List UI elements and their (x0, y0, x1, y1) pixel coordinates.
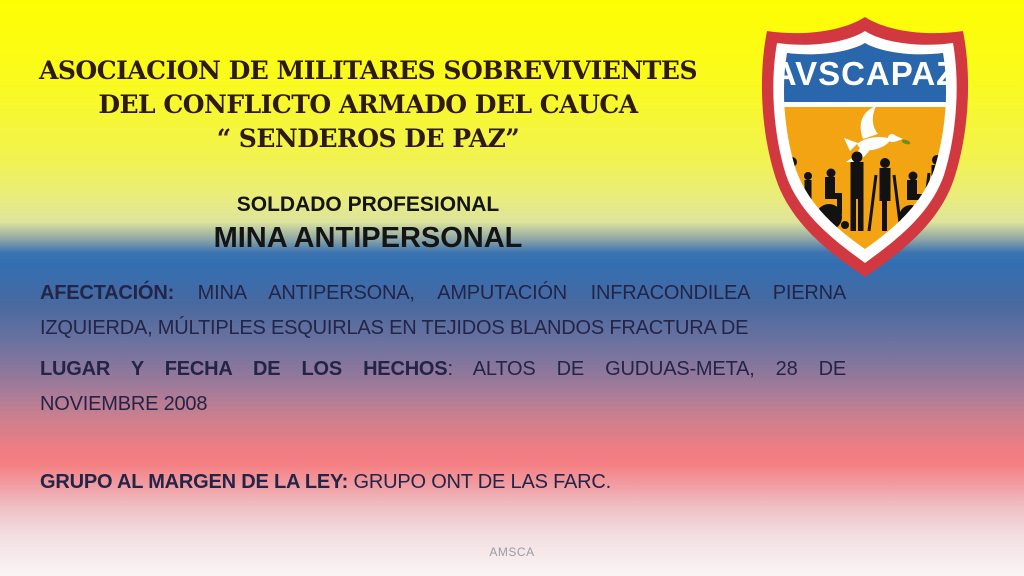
grupo-text: GRUPO ONT DE LAS FARC. (348, 471, 612, 493)
grupo-label: GRUPO AL MARGEN DE LA LEY: (40, 471, 349, 493)
footer-amsca: AMSCA (489, 545, 535, 559)
case-heading-block (38, 192, 698, 256)
case-subtitle: SOLDADO PROFESIONAL (236, 193, 500, 216)
afectacion-text: MINA ANTIPERSONA, AMPUTACIÓN INFRACONDILEA PIERNA (174, 282, 846, 304)
lugar-fecha-line-1 (40, 352, 846, 387)
case-heading: MINA ANTIPERSONAL (213, 222, 523, 254)
lugar-fecha-label: LUGAR Y FECHA DE LOS HECHOS (40, 358, 448, 380)
lugar-fecha-line-2: NOVIEMBRE 2008 (40, 392, 208, 415)
association-title (38, 54, 698, 156)
lugar-fecha-text: : ALTOS DE GUDUAS-META, 28 DE (447, 358, 846, 380)
logo-acronym: AVSCAPAZ (772, 55, 958, 92)
case-details (40, 276, 846, 500)
title-line-3: “ SENDEROS DE PAZ” (216, 124, 520, 153)
grupo-line (40, 465, 846, 500)
afectacion-line-1 (40, 276, 846, 311)
avscapaz-shield-logo (745, 11, 985, 283)
title-line-1: ASOCIACION DE MILITARES SOBREVIVIENTES (38, 56, 698, 85)
afectacion-line-2: IZQUIERDA, MÚLTIPLES ESQUIRLAS EN TEJIDOS BLANDOS FRACTURA DE (40, 316, 749, 339)
shield-band-separator (773, 102, 957, 107)
afectacion-label: AFECTACIÓN: (40, 282, 175, 304)
title-line-2: DEL CONFLICTO ARMADO DEL CAUCA (98, 90, 638, 119)
